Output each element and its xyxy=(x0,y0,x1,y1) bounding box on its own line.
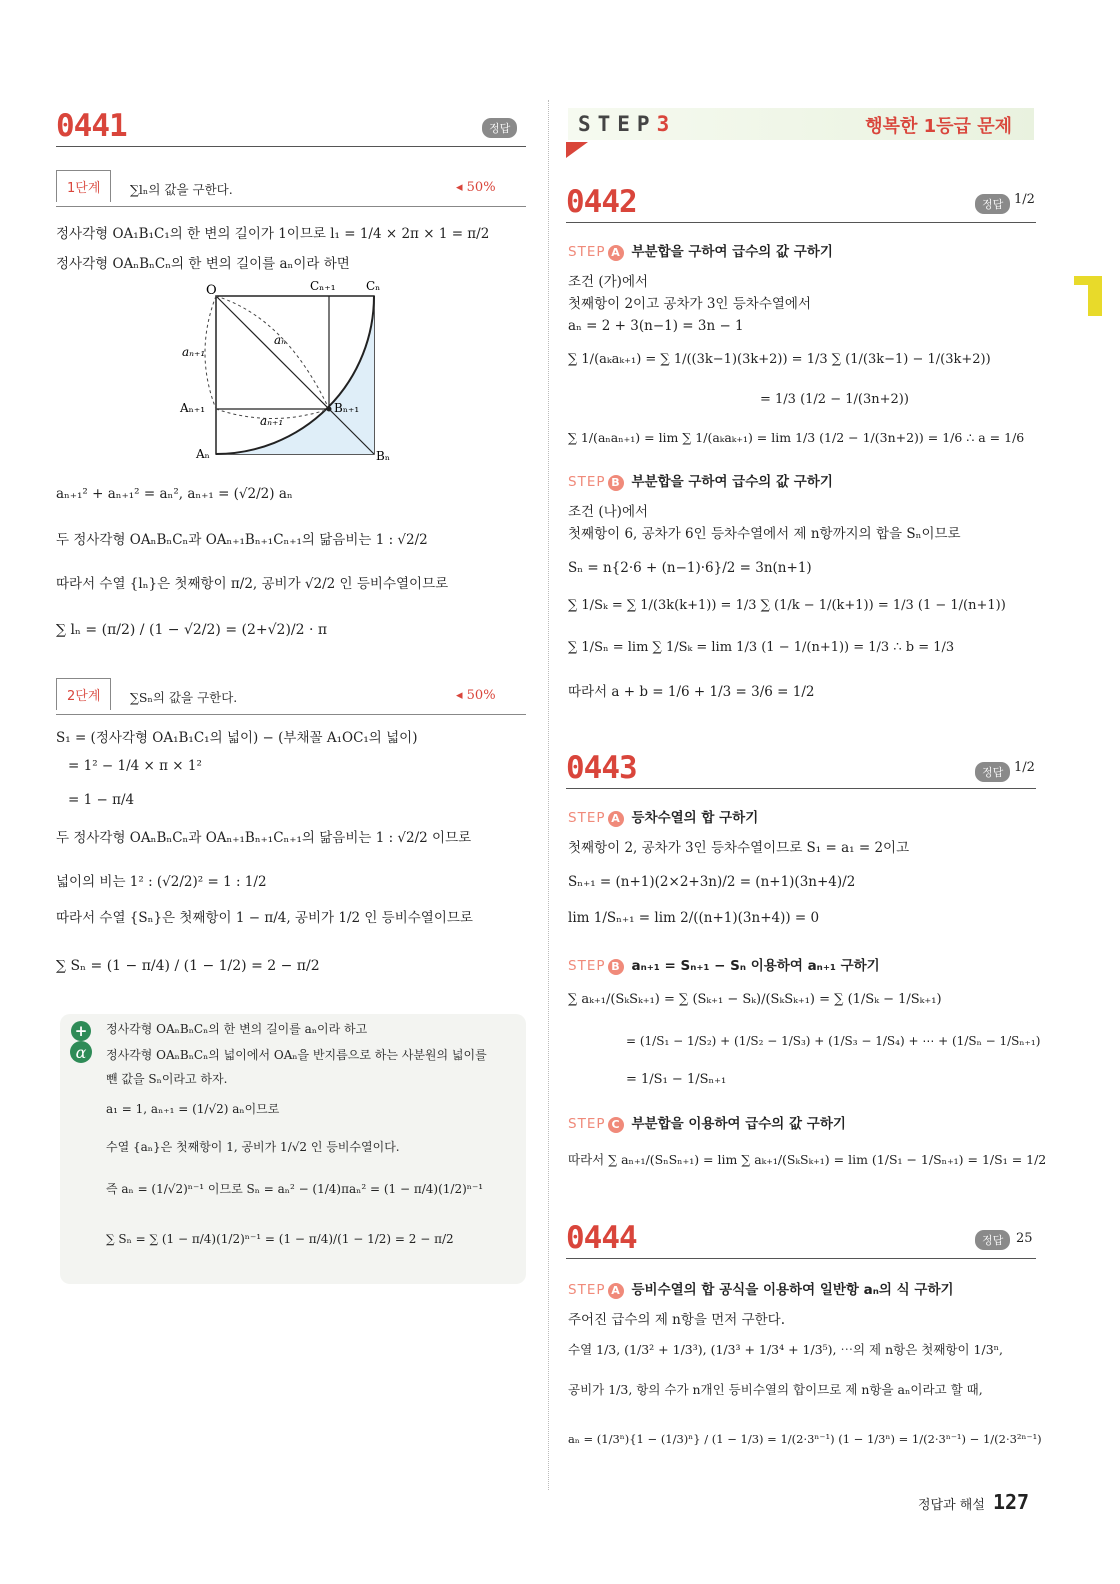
p0443-stepB-heading: STEP B aₙ₊₁ = Sₙ₊₁ − Sₙ 이용하여 aₙ₊₁ 구하기 xyxy=(568,958,880,974)
problem-number-0442: 0442 xyxy=(566,184,637,220)
p0442-stepA-heading: STEP A 부분합을 구하여 급수의 값 구하기 xyxy=(568,244,833,260)
p0441-line-5: 따라서 수열 {lₙ}은 첫째항이 π/2, 공비가 √2/2 인 등비수열이므로 xyxy=(56,576,449,592)
answer-badge-0442: 정답 xyxy=(975,194,1010,214)
p0443-b-line-3: = 1/S₁ − 1/Sₙ₊₁ xyxy=(626,1072,727,1087)
p0442-b-line-5: ∑ 1/Sₙ = lim ∑ 1/Sₖ = lim 1/3 (1 − 1/(n+1)) = 1/3 ∴ b = 1/3 xyxy=(568,640,955,655)
p0442-a-line-6: ∑ 1/(aₙaₙ₊₁) = lim ∑ 1/(aₖaₖ₊₁) = lim 1/3 (1/2 − 1/(3n+2)) = 1/6 ∴ a = 1/6 xyxy=(568,430,1025,445)
step3-banner xyxy=(568,108,1034,140)
p0442-a-line-1: 조건 (가)에서 xyxy=(568,274,649,290)
p0441-line-6: ∑ lₙ = (π/2) / (1 − √2/2) = (2+√2)/2 · π xyxy=(56,622,328,638)
footer-label: 정답과 해설 xyxy=(918,1498,985,1513)
tip-line-5: 수열 {aₙ}은 첫째항이 1, 공비가 1/√2 인 등비수열이다. xyxy=(106,1140,400,1154)
step3-title: 행복한 1등급 문제 xyxy=(865,116,1012,137)
p0442-b-line-1: 조건 (나)에서 xyxy=(568,504,649,520)
p0444-a-line-2: 수열 1/3, (1/3² + 1/3³), (1/3³ + 1/3⁴ + 1/3⁵), ⋯의 제 n항은 첫째항이 1/3ⁿ, xyxy=(568,1342,1004,1357)
p0441-s2-line-1: S₁ = (정사각형 OA₁B₁C₁의 넓이) − (부채꼴 A₁OC₁의 넓이) xyxy=(56,730,418,746)
label-An1: Aₙ₊₁ xyxy=(180,401,206,415)
p0441-s2-line-5: 넓이의 비는 1² : (√2/2)² = 1 : 1/2 xyxy=(56,874,267,890)
p0441-line-4: 두 정사각형 OAₙBₙCₙ과 OAₙ₊₁Bₙ₊₁Cₙ₊₁의 닮음비는 1 : √2/2 xyxy=(56,532,428,548)
rule-0442 xyxy=(566,222,1036,223)
label-Cn: Cₙ xyxy=(366,279,381,293)
p0442-b-line-4: ∑ 1/Sₖ = ∑ 1/(3k(k+1)) = 1/3 ∑ (1/k − 1/(k+1)) = 1/3 (1 − 1/(n+1)) xyxy=(568,598,1006,613)
chapter-tab xyxy=(1088,276,1102,316)
tip-line-1: 정사각형 OAₙBₙCₙ의 한 변의 길이를 aₙ이라 하고 xyxy=(106,1022,368,1036)
stage2-label: 2단계 xyxy=(56,678,111,710)
label-an1-bottom: aₙ₊₁ xyxy=(260,414,284,428)
page-footer xyxy=(918,1490,1029,1514)
p0442-a-line-5: = 1/3 (1/2 − 1/(3n+2)) xyxy=(760,392,909,407)
problem-number-0443: 0443 xyxy=(566,750,637,786)
p0442-b-line-6: 따라서 a + b = 1/6 + 1/3 = 3/6 = 1/2 xyxy=(568,684,815,700)
p0441-s2-line-3: = 1 − π/4 xyxy=(68,792,135,808)
p0444-a-line-3: 공비가 1/3, 항의 수가 n개인 등비수열의 합이므로 제 n항을 aₙ이라고 할 때, xyxy=(568,1382,983,1397)
tip-line-6: 즉 aₙ = (1/√2)ⁿ⁻¹ 이므로 Sₙ = aₙ² − (1/4)πaₙ² = (1 − π/4)(1/2)ⁿ⁻¹ xyxy=(106,1182,484,1196)
p0442-stepB-heading: STEP B 부분합을 구하여 급수의 값 구하기 xyxy=(568,474,833,490)
p0444-a-line-4: aₙ = (1/3ⁿ){1 − (1/3)ⁿ} / (1 − 1/3) = 1/(2·3ⁿ⁻¹) (1 − 1/3ⁿ) = 1/(2·3ⁿ⁻¹) − 1/(2·3²ⁿ⁻¹) xyxy=(568,1432,1042,1446)
p0442-a-line-2: 첫째항이 2이고 공차가 3인 등차수열에서 xyxy=(568,296,811,312)
column-divider xyxy=(548,100,549,1490)
rule-0441 xyxy=(56,146,526,147)
p0444-stepA-heading: STEP A 등비수열의 합 공식을 이용하여 일반항 aₙ의 식 구하기 xyxy=(568,1282,954,1298)
p0443-a-line-2: Sₙ₊₁ = (n+1)(2×2+3n)/2 = (n+1)(3n+4)/2 xyxy=(568,874,856,890)
p0443-b-line-1: ∑ aₖ₊₁/(SₖSₖ₊₁) = ∑ (Sₖ₊₁ − Sₖ)/(SₖSₖ₊₁) = ∑ (1/Sₖ − 1/Sₖ₊₁) xyxy=(568,992,942,1007)
p0442-b-line-2: 첫째항이 6, 공차가 6인 등차수열에서 제 n항까지의 합을 Sₙ이므로 xyxy=(568,526,961,542)
stage1-task: ∑lₙ의 값을 구한다. xyxy=(130,182,233,197)
answer-0442: 1/2 xyxy=(1014,192,1035,207)
p0441-s2-line-7: ∑ Sₙ = (1 − π/4) / (1 − 1/2) = 2 − π/2 xyxy=(56,958,320,974)
label-Bn1: Bₙ₊₁ xyxy=(334,401,360,415)
plus-alpha-icon xyxy=(68,1020,94,1064)
stage2-rule xyxy=(56,714,526,715)
p0441-s2-line-4: 두 정사각형 OAₙBₙCₙ과 OAₙ₊₁Bₙ₊₁Cₙ₊₁의 닮음비는 1 : √2/2 이므로 xyxy=(56,830,472,846)
tip-line-4: a₁ = 1, aₙ₊₁ = (1/√2) aₙ이므로 xyxy=(106,1102,280,1116)
problem-number-0444: 0444 xyxy=(566,1220,637,1256)
step3-triangle xyxy=(566,142,588,158)
p0443-c-line-1: 따라서 ∑ aₙ₊₁/(SₙSₙ₊₁) = lim ∑ aₖ₊₁/(SₖSₖ₊₁) = lim (1/S₁ − 1/Sₙ₊₁) = 1/S₁ = 1/2 xyxy=(568,1152,1047,1167)
p0443-stepA-heading: STEP A 등차수열의 합 구하기 xyxy=(568,810,759,826)
label-An: Aₙ xyxy=(196,447,210,461)
p0443-a-line-1: 첫째항이 2, 공차가 3인 등차수열이므로 S₁ = a₁ = 2이고 xyxy=(568,840,910,856)
p0444-a-line-1: 주어진 급수의 제 n항을 먼저 구한다. xyxy=(568,1312,786,1328)
problem-number-0441: 0441 xyxy=(56,108,127,144)
answer-0444: 25 xyxy=(1016,1231,1033,1246)
svg-text:+: + xyxy=(74,1022,88,1040)
square-quarter-circle-figure xyxy=(176,278,396,468)
p0441-s2-line-6: 따라서 수열 {Sₙ}은 첫째항이 1 − π/4, 공비가 1/2 인 등비수열이므로 xyxy=(56,910,473,926)
answer-badge-0444: 정답 xyxy=(975,1230,1010,1250)
label-an1: aₙ₊₁ xyxy=(182,345,206,359)
label-an: aₙ xyxy=(274,333,287,347)
stage2-task: ∑Sₙ의 값을 구한다. xyxy=(130,690,238,705)
p0441-s2-line-2: = 1² − 1/4 × π × 1² xyxy=(68,758,202,774)
label-Bn: Bₙ xyxy=(376,449,391,463)
stage1-label: 1단계 xyxy=(56,170,111,202)
tip-box xyxy=(60,1014,526,1284)
label-Cn1: Cₙ₊₁ xyxy=(310,279,336,293)
rule-0443 xyxy=(566,788,1036,789)
svg-text:α: α xyxy=(75,1043,87,1062)
answer-0443: 1/2 xyxy=(1014,760,1035,775)
stage1-percent: ◂ 50% xyxy=(456,180,496,195)
answer-badge-0443: 정답 xyxy=(975,762,1010,782)
p0442-a-line-3: aₙ = 2 + 3(n−1) = 3n − 1 xyxy=(568,318,744,334)
stage2-percent: ◂ 50% xyxy=(456,688,496,703)
tip-line-7: ∑ Sₙ = ∑ (1 − π/4)(1/2)ⁿ⁻¹ = (1 − π/4)/(1 − 1/2) = 2 − π/2 xyxy=(106,1232,454,1246)
p0442-b-line-3: Sₙ = n{2·6 + (n−1)·6}/2 = 3n(n+1) xyxy=(568,560,812,576)
answer-badge-0441: 정답 xyxy=(482,118,517,138)
p0442-a-line-4: ∑ 1/(aₖaₖ₊₁) = ∑ 1/((3k−1)(3k+2)) = 1/3 ∑ (1/(3k−1) − 1/(3k+2)) xyxy=(568,352,991,367)
p0441-line-3: aₙ₊₁² + aₙ₊₁² = aₙ², aₙ₊₁ = (√2/2) aₙ xyxy=(56,486,293,502)
page-number: 127 xyxy=(992,1490,1030,1514)
p0443-stepC-heading: STEP C 부분합을 이용하여 급수의 값 구하기 xyxy=(568,1116,846,1132)
stage1-rule xyxy=(56,206,526,207)
tip-line-2: 정사각형 OAₙBₙCₙ의 넓이에서 OAₙ을 반지름으로 하는 사분원의 넓이를 xyxy=(106,1048,487,1062)
p0443-a-line-3: lim 1/Sₙ₊₁ = lim 2/((n+1)(3n+4)) = 0 xyxy=(568,910,820,926)
p0443-b-line-2: = (1/S₁ − 1/S₂) + (1/S₂ − 1/S₃) + (1/S₃ − 1/S₄) + ⋯ + (1/Sₙ − 1/Sₙ₊₁) xyxy=(626,1034,1041,1048)
p0441-line-1: 정사각형 OA₁B₁C₁의 한 변의 길이가 1이므로 l₁ = 1/4 × 2π × 1 = π/2 xyxy=(56,226,490,242)
tip-line-3: 뺀 값을 Sₙ이라고 하자. xyxy=(106,1072,228,1086)
rule-0444 xyxy=(566,1258,1036,1259)
p0441-line-2: 정사각형 OAₙBₙCₙ의 한 변의 길이를 aₙ이라 하면 xyxy=(56,256,350,272)
step3-label: STEP3 xyxy=(578,112,677,136)
label-O: O xyxy=(206,283,217,298)
